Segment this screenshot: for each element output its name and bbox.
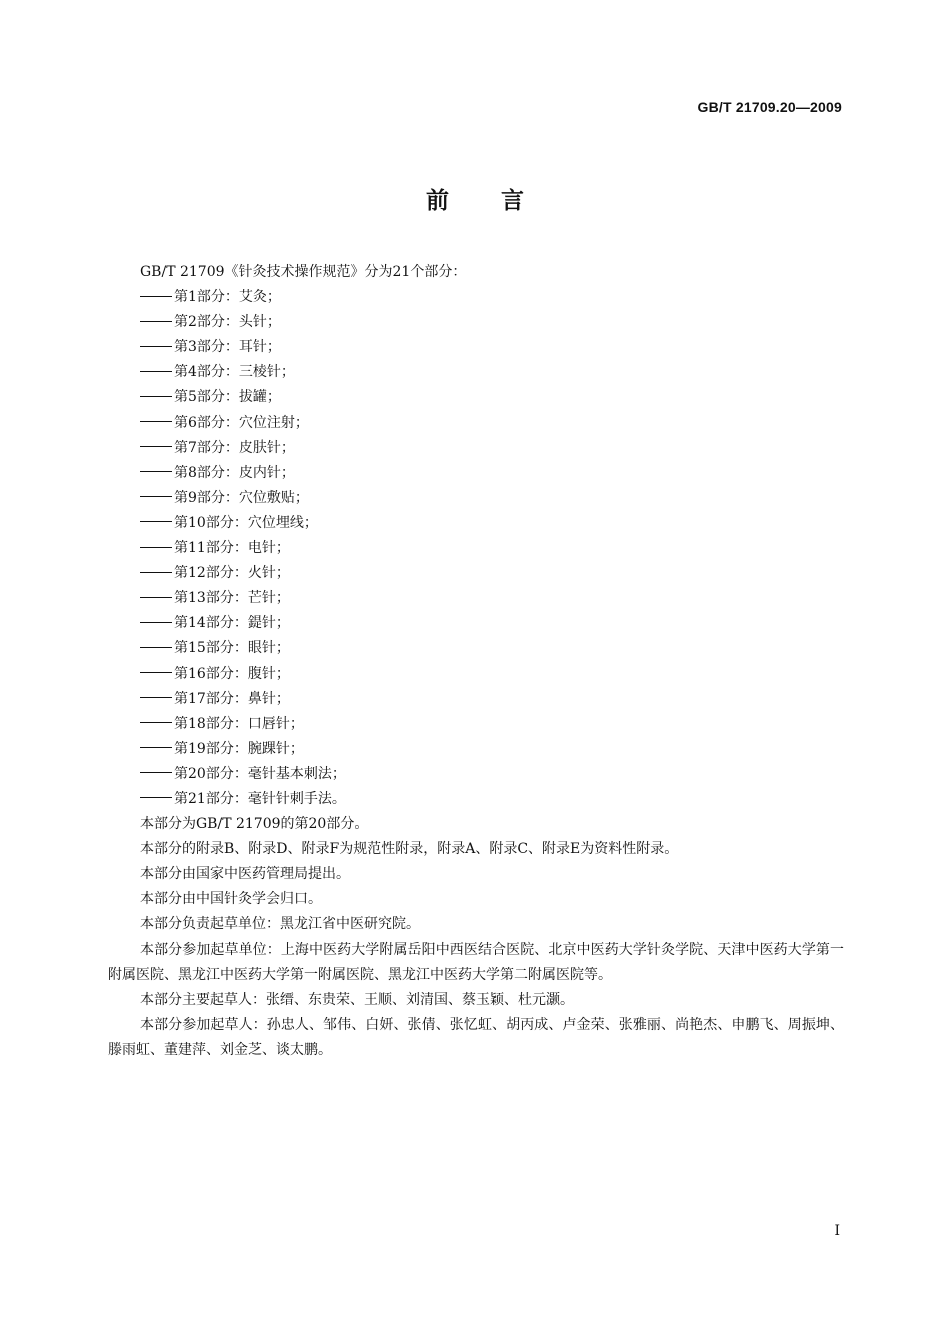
standard-code: GB/T 21709.20—2009 — [697, 99, 842, 115]
part-label: 第3部分：耳针； — [174, 339, 281, 356]
dash-marker — [140, 346, 172, 347]
part-label: 第19部分：腕踝针； — [174, 740, 304, 757]
part-label: 第16部分：腹针； — [174, 665, 290, 682]
dash-marker — [140, 321, 172, 322]
part-label: 第10部分：穴位埋线； — [174, 514, 318, 531]
list-item — [108, 586, 844, 611]
dash-marker — [140, 697, 172, 698]
list-item — [108, 712, 844, 737]
part-label: 第11部分：电针； — [174, 540, 290, 557]
list-item — [108, 461, 844, 486]
part-label: 第21部分：毫针针刺手法。 — [174, 790, 346, 807]
intro-paragraph: GB/T 21709《针灸技术操作规范》分为21个部分： — [140, 264, 467, 280]
dash-marker — [140, 521, 172, 522]
list-item — [108, 385, 844, 410]
dash-marker — [140, 772, 172, 773]
dash-marker — [140, 572, 172, 573]
dash-marker — [140, 622, 172, 623]
drafting-unit-statement: 本部分负责起草单位：黑龙江省中医研究院。 — [140, 916, 420, 933]
part-label: 第20部分：毫针基本刺法； — [174, 765, 346, 782]
list-item — [108, 762, 844, 787]
foreword-body — [108, 260, 844, 1063]
list-item — [108, 662, 844, 687]
list-item — [108, 787, 844, 812]
part-label: 第14部分：鍉针； — [174, 615, 290, 632]
part-label: 第15部分：眼针； — [174, 640, 290, 657]
list-item — [108, 486, 844, 511]
dash-marker — [140, 722, 172, 723]
dash-marker — [140, 296, 172, 297]
list-item — [108, 611, 844, 636]
list-item — [108, 536, 844, 561]
dash-marker — [140, 421, 172, 422]
dash-marker — [140, 446, 172, 447]
part-label: 第5部分：拔罐； — [174, 389, 281, 406]
dash-marker — [140, 797, 172, 798]
centralized-unit-statement: 本部分由中国针灸学会归口。 — [140, 891, 322, 908]
dash-marker — [140, 396, 172, 397]
part-label: 第7部分：皮肤针； — [174, 439, 295, 456]
list-item — [108, 636, 844, 661]
part-label: 第13部分：芒针； — [174, 590, 290, 607]
part-label: 第8部分：皮内针； — [174, 464, 295, 481]
list-item — [108, 310, 844, 335]
parts-list — [108, 285, 844, 812]
proposer-statement: 本部分由国家中医药管理局提出。 — [140, 866, 350, 883]
dash-marker — [140, 647, 172, 648]
list-item — [108, 511, 844, 536]
list-item — [108, 436, 844, 461]
dash-marker — [140, 747, 172, 748]
page-number: I — [834, 1223, 840, 1239]
list-item — [108, 687, 844, 712]
list-item — [108, 285, 844, 310]
part-label: 第9部分：穴位敷贴； — [174, 489, 309, 506]
participating-units-statement: 本部分参加起草单位：上海中医药大学附属岳阳中西医结合医院、北京中医药大学针灸学院、天津中医药大学第一附属医院、黑龙江中医药大学第一附属医院、黑龙江中医药大学第二附属医院等。 — [108, 941, 844, 983]
list-item — [108, 360, 844, 385]
annex-statement: 本部分的附录B、附录D、附录F为规范性附录，附录A、附录C、附录E为资料性附录。 — [140, 841, 679, 858]
list-item — [108, 335, 844, 360]
dash-marker — [140, 672, 172, 673]
main-drafters-statement: 本部分主要起草人：张缙、东贵荣、王顺、刘清国、蔡玉颖、杜元灏。 — [140, 991, 574, 1008]
part-label: 第4部分：三棱针； — [174, 364, 295, 381]
dash-marker — [140, 547, 172, 548]
dash-marker — [140, 471, 172, 472]
dash-marker — [140, 597, 172, 598]
part-label: 第1部分：艾灸； — [174, 289, 281, 306]
part-label: 第12部分：火针； — [174, 565, 290, 582]
list-item — [108, 411, 844, 436]
part-statement: 本部分为GB/T 21709的第20部分。 — [140, 816, 369, 833]
part-label: 第2部分：头针； — [174, 314, 281, 331]
page-title: 前言 — [426, 188, 576, 214]
list-item — [108, 561, 844, 586]
list-item — [108, 737, 844, 762]
dash-marker — [140, 496, 172, 497]
part-label: 第18部分：口唇针； — [174, 715, 304, 732]
dash-marker — [140, 371, 172, 372]
part-label: 第6部分：穴位注射； — [174, 414, 309, 431]
part-label: 第17部分：鼻针； — [174, 690, 290, 707]
participating-drafters-statement: 本部分参加起草人：孙忠人、邹伟、白妍、张倩、张忆虹、胡丙成、卢金荣、张雅丽、尚艳杰、申鹏飞、周振坤、滕雨虹、董建萍、刘金芝、谈太鹏。 — [108, 1016, 844, 1058]
